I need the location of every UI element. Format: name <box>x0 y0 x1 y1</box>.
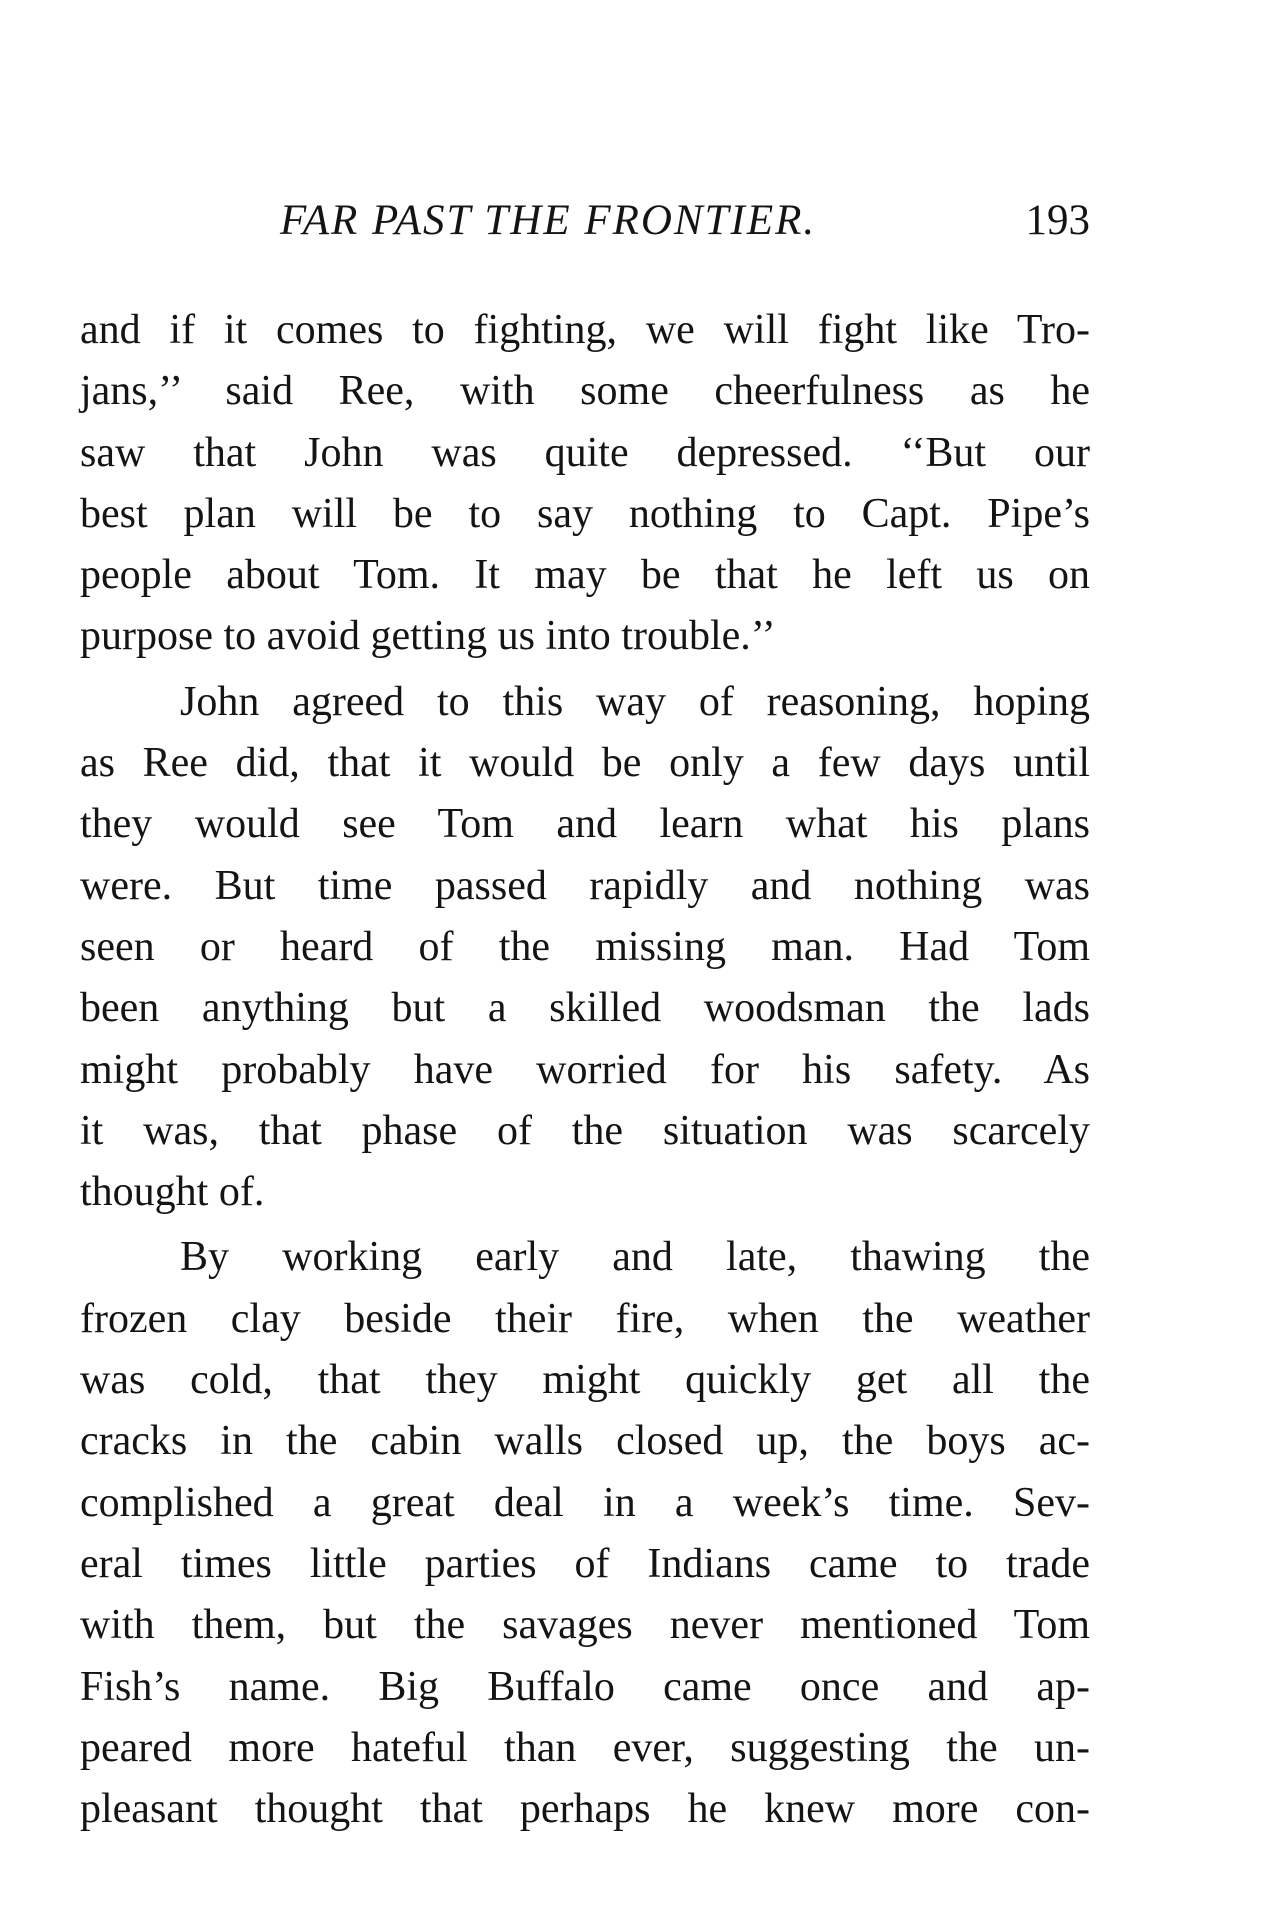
text-line: By working early and late, thawing the <box>180 1234 1090 1281</box>
text-line: cracks in the cabin walls closed up, the boys ac- <box>80 1418 1090 1465</box>
text-line: thought of. <box>80 1169 265 1216</box>
text-line: seen or heard of the missing man. Had Tom <box>80 923 1090 970</box>
paragraph-1 <box>80 300 1090 668</box>
text-line: pleasant thought that perhaps he knew more con- <box>80 1786 1090 1833</box>
text-line: Fish’s name. Big Buffalo came once and ap- <box>80 1663 1090 1710</box>
text-line: John agreed to this way of reasoning, hoping <box>180 678 1090 725</box>
text-line: people about Tom. It may be that he left us on <box>80 552 1090 599</box>
body-text <box>80 300 1090 1840</box>
text-line: been anything but a skilled woodsman the lads <box>80 985 1090 1032</box>
text-line: peared more hateful than ever, suggesting the un- <box>80 1724 1090 1771</box>
page-number: 193 <box>1025 197 1090 244</box>
text-line: as Ree did, that it would be only a few days until <box>80 740 1090 787</box>
paragraph-3 <box>80 1227 1090 1840</box>
text-line: might probably have worried for his safety. As <box>80 1046 1090 1093</box>
running-title: FAR PAST THE FRONTIER. <box>280 197 817 244</box>
text-line: with them, but the savages never mentioned Tom <box>80 1602 1090 1649</box>
text-line: complished a great deal in a week’s time. Sev- <box>80 1479 1090 1526</box>
text-line: best plan will be to say nothing to Capt. Pipe’s <box>80 490 1090 537</box>
text-line: and if it comes to fighting, we will fight like Tro- <box>80 307 1090 353</box>
text-line: purpose to avoid getting us into trouble.’’ <box>80 613 776 660</box>
text-line: they would see Tom and learn what his plans <box>80 801 1090 848</box>
text-line: were. But time passed rapidly and nothing was <box>80 862 1090 909</box>
text-line: jans,’’ said Ree, with some cheerfulness as he <box>80 368 1090 415</box>
page-header <box>80 196 1090 256</box>
text-line: saw that John was quite depressed. ‘‘But our <box>80 429 1090 476</box>
paragraph-2 <box>80 672 1090 1224</box>
text-line: eral times little parties of Indians came to trade <box>80 1540 1090 1587</box>
text-line: was cold, that they might quickly get all the <box>80 1357 1090 1404</box>
text-line: it was, that phase of the situation was scarcely <box>80 1107 1090 1154</box>
text-line: frozen clay beside their fire, when the weather <box>80 1295 1090 1342</box>
